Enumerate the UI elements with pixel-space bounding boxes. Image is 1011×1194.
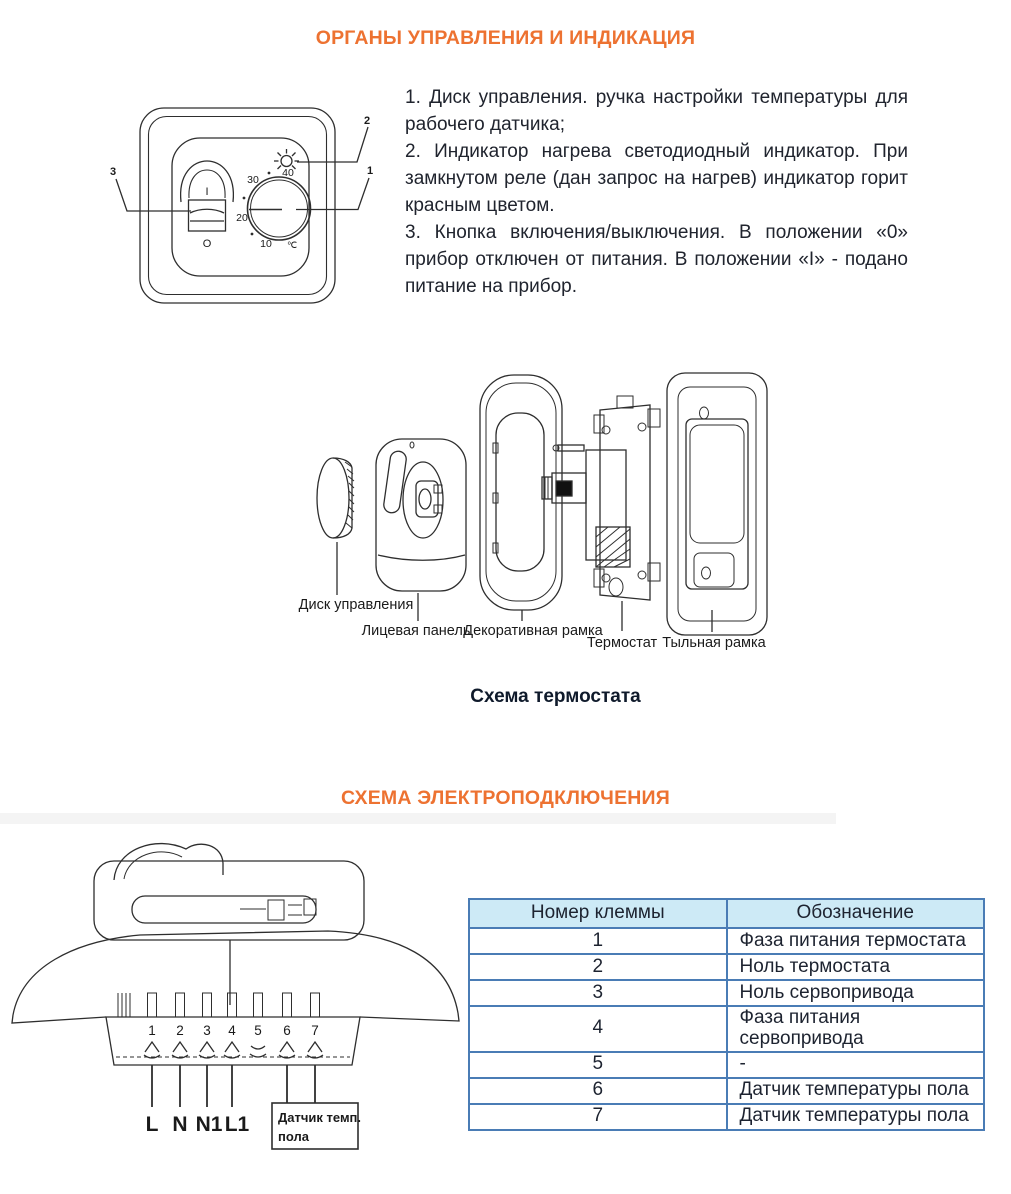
sensor-box-line2: пола (278, 1129, 309, 1144)
terminal-number-3: 3 (203, 1023, 211, 1038)
callout-dial: 1 (366, 165, 374, 177)
exploded-view-diagram (290, 355, 775, 665)
cell-terminal-4: 4 (469, 1006, 727, 1052)
wire-label-L: L (145, 1113, 159, 1136)
table-row (469, 1104, 984, 1130)
cell-desc-2: Ноль термостата (727, 954, 985, 980)
temperature-dial (248, 177, 311, 240)
cell-terminal-3: 3 (469, 980, 727, 1006)
controls-item-2: 2. Индикатор нагрева светодиодный индикатор. При замкнутом реле (дан запрос на нагрев) индикатор горит красным цветом. (405, 141, 908, 216)
cell-desc-1: Фаза питания термостата (727, 928, 985, 954)
scale-10: 10 (260, 238, 272, 250)
terminal-table (468, 898, 985, 1131)
switch-on-label: I (205, 186, 209, 198)
thermostat-face-diagram (105, 95, 390, 325)
cell-terminal-1: 1 (469, 928, 727, 954)
section-title-controls: ОРГАНЫ УПРАВЛЕНИЯ И ИНДИКАЦИЯ (315, 27, 696, 49)
switch-off-label: O (202, 238, 212, 250)
cell-desc-3: Ноль сервопривода (727, 980, 985, 1006)
front-panel-part (376, 439, 466, 621)
cell-terminal-5: 5 (469, 1052, 727, 1078)
device-body (12, 844, 459, 1023)
scale-20: 20 (236, 212, 248, 224)
label-thermostat: Термостат (586, 635, 658, 651)
table-row (469, 928, 984, 954)
scale-unit: ℃ (286, 240, 298, 250)
table-row (469, 1052, 984, 1078)
table-row (469, 1078, 984, 1104)
label-knob: Диск управления (298, 597, 414, 613)
controls-item-3: 3. Кнопка включения/выключения. В положении «0» прибор отключен от питания. В положении «I» - подано питание на прибор. (405, 222, 908, 297)
section-title-wiring: СХЕМА ЭЛЕКТРОПОДКЛЮЧЕНИЯ (340, 787, 670, 809)
wire-label-N: N (172, 1113, 188, 1136)
callout-power: 3 (109, 166, 117, 178)
scale-40: 40 (282, 167, 294, 179)
photo-background-band (0, 813, 836, 824)
terminal-number-7: 7 (311, 1023, 319, 1038)
sensor-box-line1: Датчик темп. (278, 1110, 362, 1125)
wire-label-L1: L1 (224, 1113, 250, 1136)
terminal-number-2: 2 (176, 1023, 184, 1038)
back-frame-part (667, 373, 767, 635)
cell-terminal-6: 6 (469, 1078, 727, 1104)
terminal-number-1: 1 (148, 1023, 156, 1038)
decorative-frame-part (480, 375, 562, 621)
header-designation: Обозначение (727, 899, 985, 928)
scale-30: 30 (247, 174, 259, 186)
controls-item-1: 1. Диск управления. ручка настройки температуры для рабочего датчика; (405, 87, 908, 135)
cell-terminal-7: 7 (469, 1104, 727, 1130)
terminal-number-5: 5 (254, 1023, 262, 1038)
header-terminal-number: Номер клеммы (469, 899, 727, 928)
label-front-panel: Лицевая панель (361, 623, 471, 639)
callout-lines (116, 127, 369, 211)
cell-desc-6: Датчик температуры пола (727, 1078, 985, 1104)
thermostat-module-part (542, 396, 660, 631)
terminal-number-6: 6 (283, 1023, 291, 1038)
exploded-caption: Схема термостата (470, 686, 641, 707)
heating-led-icon (274, 149, 299, 169)
wiring-diagram (10, 835, 460, 1165)
cell-desc-7: Датчик температуры пола (727, 1104, 985, 1130)
label-decor-frame: Декоративная рамка (463, 623, 603, 639)
cell-terminal-2: 2 (469, 954, 727, 980)
terminal-number-4: 4 (228, 1023, 236, 1038)
table-header-row (469, 899, 984, 928)
cell-desc-5: - (727, 1052, 985, 1078)
controls-description (405, 84, 908, 300)
callout-led: 2 (363, 115, 371, 127)
knob-part (317, 458, 354, 595)
wire-label-N1: N1 (195, 1113, 223, 1136)
wire-leads (152, 1065, 315, 1107)
table-row (469, 1006, 984, 1052)
table-row (469, 980, 984, 1006)
face-frame (140, 108, 335, 303)
cell-desc-4: Фаза питания сервопривода (727, 1006, 985, 1052)
label-back-frame: Тыльная рамка (662, 635, 766, 651)
table-row (469, 954, 984, 980)
